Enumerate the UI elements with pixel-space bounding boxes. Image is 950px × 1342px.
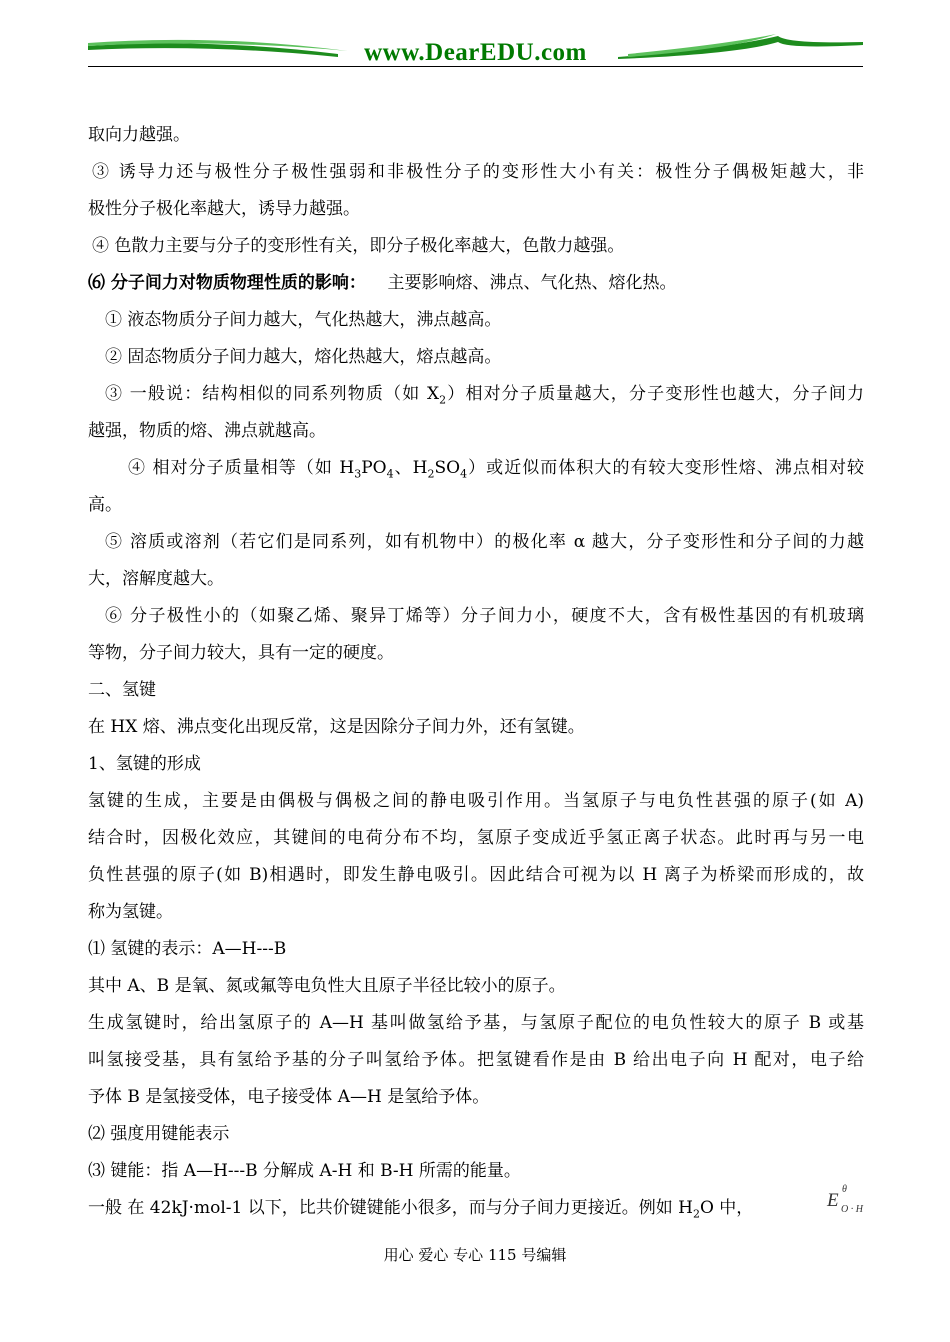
body-line	[88, 1190, 864, 1227]
subscript: 4	[460, 467, 468, 481]
body-line: 结合时，因极化效应，其键间的电荷分布不均，氢原子变成近乎氢正离子状态。此时再与另一电	[88, 828, 864, 848]
page-footer: 用心 爱心 专心 115 号编辑	[383, 1246, 567, 1264]
text-run: ）或近似而体积大的有较大变形性熔、沸点相对较	[467, 458, 865, 478]
subscript: 4	[386, 467, 394, 481]
body-line: 极性分子极化率越大，诱导力越强。	[88, 199, 360, 219]
body-line: ⑤ 溶质或溶剂（若它们是同系列，如有机物中）的极化率 α 越大，分子变形性和分子间的力越	[105, 532, 864, 552]
section-text: 主要影响熔、沸点、气化热、熔化热。	[387, 273, 677, 293]
body-line: ④ 色散力主要与分子的变形性有关，即分子极化率越大，色散力越强。	[92, 236, 625, 256]
text-run: ④ 相对分子质量相等（如 H	[128, 458, 355, 478]
body-line: ① 液态物质分子间力越大，气化热越大，沸点越高。	[105, 310, 502, 330]
body-line: ⑥ 分子极性小的（如聚乙烯、聚异丁烯等）分子间力小，硬度不大，含有极性基因的有机玻璃	[105, 606, 864, 626]
subscript: 2	[439, 393, 447, 407]
header-rule	[88, 66, 863, 67]
section-heading: ⑹ 分子间力对物质物理性质的影响：	[88, 273, 366, 293]
body-line: 越强，物质的熔、沸点就越高。	[88, 421, 326, 441]
body-line: 生成氢键时，给出氢原子的 A—H 基叫做氢给予基，与氢原子配位的电负性较大的原子 B 或基	[88, 1013, 864, 1033]
body-line: 叫氢接受基，具有氢给予基的分子叫氢给予体。把氢键看作是由 B 给出电子向 H 配对，电子给	[88, 1050, 864, 1070]
body-line: ⑴ 氢键的表示：A—H---B	[88, 939, 287, 959]
bond-energy-formula	[827, 1184, 863, 1215]
subsection-heading: 1、氢键的形成	[88, 754, 201, 774]
text-run: 、H	[393, 458, 428, 478]
body-line: 大，溶解度越大。	[88, 569, 224, 589]
body-line: 取向力越强。	[88, 125, 190, 145]
subscript: 3	[354, 467, 362, 481]
body-line	[88, 450, 864, 487]
subscript: 2	[427, 467, 435, 481]
section-heading: 二、氢键	[88, 680, 156, 700]
text-run: O 中，	[699, 1198, 754, 1218]
body-line: ③ 诱导力还与极性分子极性强弱和非极性分子的变形性大小有关：极性分子偶极矩越大，非	[92, 162, 864, 182]
text-run: SO	[434, 458, 461, 478]
body-line: ⑵ 强度用键能表示	[88, 1124, 230, 1144]
formula-subscript: O · H	[841, 1204, 863, 1215]
subscript: 2	[692, 1207, 700, 1221]
text-run: ③ 一般说：结构相似的同系列物质（如 X	[105, 384, 440, 404]
body-line: 高。	[88, 495, 122, 515]
text-run: ）相对分子质量越大，分子变形性也越大，分子间力	[446, 384, 865, 404]
text-run: PO	[361, 458, 387, 478]
body-line: 在 HX 熔、沸点变化出现反常，这是因除分子间力外，还有氢键。	[88, 717, 585, 737]
site-logo-text: www.DearEDU.com	[364, 39, 587, 66]
formula-superscript: θ	[842, 1184, 847, 1195]
body-line: ② 固态物质分子间力越大，熔化热越大，熔点越高。	[105, 347, 502, 367]
formula-symbol: E	[827, 1190, 839, 1211]
site-header	[88, 30, 863, 75]
body-line: 等物，分子间力较大，具有一定的硬度。	[88, 643, 394, 663]
body-line	[88, 376, 864, 413]
body-line: 负性甚强的原子(如 B)相遇时，即发生静电吸引。因此结合可视为以 H 离子为桥梁而形成的，故	[88, 865, 864, 885]
text-run: 一般 在 42kJ·mol-1 以下，比共价键键能小很多，而与分子间力更接近。例如 H	[88, 1198, 693, 1218]
document-body	[88, 117, 864, 1227]
body-line: 其中 A、B 是氧、氮或氟等电负性大且原子半径比较小的原子。	[88, 976, 566, 996]
body-line: 氢键的生成，主要是由偶极与偶极之间的静电吸引作用。当氢原子与电负性甚强的原子(如 A)	[88, 791, 864, 811]
body-line: 予体 B 是氢接受体，电子接受体 A—H 是氢给予体。	[88, 1087, 490, 1107]
body-line: 称为氢键。	[88, 902, 173, 922]
section-line	[88, 265, 864, 302]
body-line: ⑶ 键能：指 A—H---B 分解成 A-H 和 B-H 所需的能量。	[88, 1161, 521, 1181]
